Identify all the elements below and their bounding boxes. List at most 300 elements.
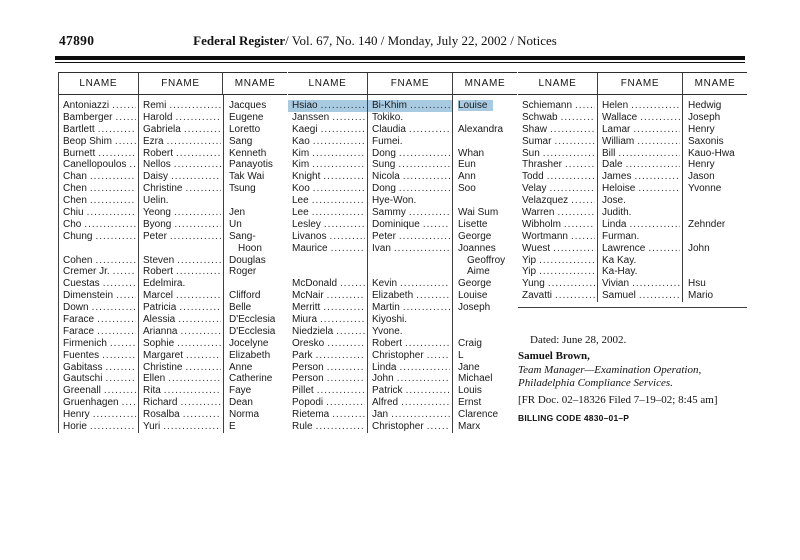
mname-cell: Zehnder bbox=[688, 218, 726, 230]
dot-leader bbox=[103, 278, 136, 290]
fname-cell-text: Kevin bbox=[372, 278, 398, 290]
fname-cell bbox=[368, 219, 452, 231]
fname-cell bbox=[139, 159, 223, 171]
lname-cell-text: Antoniazzi bbox=[63, 100, 110, 111]
lname-cell bbox=[518, 195, 597, 207]
column-header-lname: LNAME bbox=[288, 73, 368, 94]
lname-cell-text: Thrasher bbox=[522, 159, 563, 171]
dot-leader bbox=[84, 219, 136, 231]
dot-leader bbox=[170, 231, 221, 243]
lname-cell bbox=[518, 266, 597, 278]
lname-cell bbox=[518, 148, 597, 160]
lname-cell bbox=[288, 195, 367, 207]
mname-cell: Sang- bbox=[229, 230, 256, 242]
dot-leader bbox=[176, 148, 221, 160]
fname-cell-text: Alfred bbox=[372, 397, 399, 409]
fname-cell-text: Helen bbox=[602, 100, 629, 111]
dot-leader bbox=[97, 326, 136, 338]
lname-cell-text: Koo bbox=[292, 183, 310, 195]
lname-cell-text: Kaegi bbox=[292, 123, 318, 135]
mname-cell: Mario bbox=[688, 290, 714, 302]
mname-cell: Belle bbox=[229, 302, 252, 314]
dot-leader bbox=[313, 183, 365, 195]
lname-cell bbox=[518, 124, 597, 136]
mname-cell: Faye bbox=[229, 385, 252, 397]
lname-cell bbox=[518, 243, 597, 255]
lname-cell bbox=[288, 243, 367, 255]
mname-cell bbox=[224, 278, 287, 290]
dot-leader bbox=[632, 278, 680, 290]
lname-cell-text: Warren bbox=[522, 207, 555, 219]
mname-cell: Panayotis bbox=[229, 159, 273, 171]
fname-cell bbox=[368, 385, 452, 397]
dot-leader bbox=[629, 219, 680, 231]
mname-cell: Un bbox=[229, 218, 242, 230]
table-header-row bbox=[518, 72, 747, 95]
mname-cell: Ann bbox=[458, 171, 476, 183]
mname-cell bbox=[683, 231, 747, 243]
dot-leader bbox=[332, 112, 365, 124]
fname-cell-text: Marcel bbox=[143, 290, 174, 302]
fname-cell bbox=[139, 290, 223, 302]
dot-leader bbox=[90, 195, 136, 207]
fname-cell-text: Linda bbox=[372, 361, 397, 373]
lname-cell bbox=[518, 183, 597, 195]
fname-cell bbox=[139, 243, 223, 255]
lname-cell bbox=[288, 159, 367, 171]
lname-cell-text: Niedziela bbox=[292, 325, 334, 337]
lname-cell bbox=[288, 171, 367, 183]
table-column-2 bbox=[598, 95, 683, 302]
fname-cell-text: Martin bbox=[372, 302, 400, 314]
dot-leader bbox=[548, 278, 595, 290]
fname-cell-text: Dong bbox=[372, 183, 396, 195]
lname-cell-text: Velazquez bbox=[522, 195, 569, 207]
fname-cell bbox=[368, 326, 452, 338]
fname-cell-text: Linda bbox=[602, 218, 627, 230]
dot-leader bbox=[327, 362, 365, 374]
mname-cell: Soo bbox=[458, 183, 476, 195]
dot-leader bbox=[637, 136, 680, 148]
fname-cell bbox=[598, 207, 682, 219]
table-header-row bbox=[59, 72, 287, 95]
fname-cell-text: Ellen bbox=[143, 373, 166, 385]
lname-cell-text: Velay bbox=[522, 183, 547, 195]
column-header-mname: MNAME bbox=[694, 78, 736, 89]
fname-cell bbox=[368, 231, 452, 243]
fname-cell-text: John bbox=[372, 373, 394, 385]
dot-leader bbox=[95, 231, 136, 243]
mname-cell: Wai Sum bbox=[458, 207, 499, 219]
fname-cell-text: Sophie bbox=[143, 337, 175, 349]
fname-cell-text: Peter bbox=[143, 230, 167, 242]
dot-leader bbox=[539, 266, 595, 278]
signature-title-line2: Philadelphia Compliance Services. bbox=[518, 377, 673, 389]
fname-cell bbox=[368, 397, 452, 409]
dot-leader bbox=[171, 171, 221, 183]
mname-cell: Clifford bbox=[229, 290, 261, 302]
lname-cell bbox=[288, 385, 367, 397]
mname-cell: Lisette bbox=[458, 218, 488, 230]
dot-leader bbox=[399, 148, 450, 160]
fname-cell bbox=[139, 266, 223, 278]
lname-cell bbox=[59, 302, 138, 314]
fname-cell bbox=[598, 159, 682, 171]
dot-leader bbox=[90, 171, 136, 183]
mname-cell bbox=[683, 266, 747, 278]
journal-name: Federal Register bbox=[193, 33, 286, 48]
mname-cell: L bbox=[458, 349, 464, 361]
lname-cell bbox=[59, 350, 138, 362]
fname-cell bbox=[368, 278, 452, 290]
dot-leader bbox=[324, 219, 365, 231]
fname-cell-text: Daisy bbox=[143, 171, 169, 183]
dot-leader bbox=[174, 219, 221, 231]
lname-cell bbox=[59, 326, 138, 338]
fname-cell bbox=[139, 112, 223, 124]
fname-cell-text: Nicola bbox=[372, 171, 400, 183]
lname-cell-text: Schwab bbox=[522, 111, 558, 123]
lname-cell-text: Chan bbox=[63, 171, 87, 183]
dot-leader bbox=[104, 385, 136, 397]
dot-leader bbox=[174, 207, 221, 219]
fname-cell-text: Gabriela bbox=[143, 123, 181, 135]
names-table-1 bbox=[58, 72, 287, 433]
fname-cell-text: Furman. bbox=[602, 230, 640, 242]
mname-cell: Tak Wai bbox=[229, 171, 265, 183]
dot-leader bbox=[168, 373, 221, 385]
dot-leader bbox=[565, 159, 595, 171]
fname-cell bbox=[368, 159, 452, 171]
fname-cell-text: Steven bbox=[143, 254, 175, 266]
mname-cell: Clarence bbox=[458, 409, 499, 421]
dot-leader bbox=[323, 302, 365, 314]
fname-cell bbox=[368, 362, 452, 374]
lname-cell-text: Bartlett bbox=[63, 123, 95, 135]
mname-cell bbox=[453, 314, 517, 326]
fname-cell-text: Dong bbox=[372, 147, 396, 159]
lname-cell-text: Person bbox=[292, 373, 324, 385]
lname-cell bbox=[288, 409, 367, 421]
dot-leader bbox=[409, 207, 450, 219]
mname-cell: Marx bbox=[458, 421, 481, 433]
dot-leader bbox=[427, 350, 450, 362]
fname-cell bbox=[139, 231, 223, 243]
fname-cell-text: Harold bbox=[143, 111, 173, 123]
lname-cell-text: Todd bbox=[522, 171, 544, 183]
dot-leader bbox=[183, 409, 221, 421]
fname-cell bbox=[598, 112, 682, 124]
fname-cell bbox=[139, 373, 223, 385]
lname-cell-text: Kao bbox=[292, 135, 310, 147]
dot-leader bbox=[320, 314, 365, 326]
fname-cell-text: Alessia bbox=[143, 314, 176, 326]
lname-cell bbox=[288, 278, 367, 290]
mname-cell: Jocelyne bbox=[229, 337, 269, 349]
lname-cell-text: Farace bbox=[63, 325, 95, 337]
dot-leader bbox=[571, 231, 595, 243]
dot-leader bbox=[543, 148, 595, 160]
lname-cell-text: Burnett bbox=[63, 147, 96, 159]
lname-cell-text: Person bbox=[292, 361, 324, 373]
fname-cell bbox=[139, 195, 223, 207]
lname-cell bbox=[288, 219, 367, 231]
dot-leader bbox=[631, 100, 680, 112]
fname-cell bbox=[598, 243, 682, 255]
table-body bbox=[518, 95, 747, 308]
fname-cell-text: Judith. bbox=[602, 207, 632, 219]
mname-cell bbox=[453, 112, 517, 124]
dot-leader bbox=[410, 100, 450, 112]
dot-leader bbox=[176, 290, 221, 302]
column-header-fname: FNAME bbox=[139, 73, 224, 94]
fr-doc-line: [FR Doc. 02–18326 Filed 7–19–02; 8:45 am] bbox=[518, 394, 718, 406]
mname-cell: Hoon bbox=[238, 242, 262, 254]
mname-cell: Roger bbox=[229, 266, 257, 278]
dot-leader bbox=[406, 385, 450, 397]
fname-cell bbox=[368, 373, 452, 385]
mname-cell: Jane bbox=[458, 361, 480, 373]
dot-leader bbox=[571, 195, 595, 207]
dot-leader bbox=[129, 159, 136, 171]
dot-leader bbox=[575, 100, 595, 112]
mname-cell: Yvonne bbox=[688, 183, 722, 195]
mname-cell: Michael bbox=[458, 373, 493, 385]
lname-cell-text: Lee bbox=[292, 207, 309, 219]
lname-cell bbox=[288, 207, 367, 219]
lname-cell-text: McNair bbox=[292, 290, 324, 302]
dot-leader bbox=[405, 338, 450, 350]
dot-leader bbox=[105, 373, 136, 385]
lname-cell bbox=[288, 302, 367, 314]
lname-cell bbox=[59, 159, 138, 171]
lname-cell bbox=[59, 385, 138, 397]
mname-cell: D'Ecclesia bbox=[229, 314, 276, 326]
fname-cell-text: Tokiko. bbox=[372, 111, 404, 123]
fname-cell bbox=[598, 136, 682, 148]
fname-cell bbox=[139, 278, 223, 290]
fname-cell bbox=[368, 171, 452, 183]
dot-leader bbox=[326, 397, 365, 409]
fname-cell-text: Vivian bbox=[602, 278, 630, 290]
fname-cell-text: Samuel bbox=[602, 290, 636, 302]
mname-cell bbox=[224, 195, 287, 207]
dot-leader bbox=[399, 231, 450, 243]
lname-cell-text: Dimenstein bbox=[63, 290, 114, 302]
dot-leader bbox=[90, 183, 136, 195]
dot-leader bbox=[626, 159, 680, 171]
dot-leader bbox=[184, 124, 221, 136]
mname-cell bbox=[453, 195, 517, 207]
fname-cell-text: Yuri bbox=[143, 421, 161, 433]
lname-cell-text: Cho bbox=[63, 218, 82, 230]
dot-leader bbox=[391, 409, 450, 421]
fname-cell-text: Christopher bbox=[372, 421, 424, 433]
lname-cell-text: Popodi bbox=[292, 397, 324, 409]
fname-cell-text: Rita bbox=[143, 385, 161, 397]
fname-cell-text: Hye-Won. bbox=[372, 195, 417, 207]
dot-leader bbox=[323, 171, 365, 183]
lname-cell-text: Zavatti bbox=[522, 290, 553, 302]
fname-cell bbox=[368, 195, 452, 207]
mname-cell: Jacques bbox=[229, 100, 267, 111]
fname-cell bbox=[368, 314, 452, 326]
dot-leader bbox=[564, 219, 595, 231]
table-body bbox=[59, 95, 287, 433]
lname-cell bbox=[59, 362, 138, 374]
lname-cell-text: Oresko bbox=[292, 337, 325, 349]
fname-cell-text: William bbox=[602, 135, 635, 147]
lname-cell bbox=[518, 171, 597, 183]
fname-cell bbox=[139, 326, 223, 338]
lname-cell-text: Gabitass bbox=[63, 361, 103, 373]
lname-cell bbox=[518, 219, 597, 231]
table-column-1 bbox=[288, 95, 368, 433]
dot-leader bbox=[177, 338, 221, 350]
lname-cell-text: Shaw bbox=[522, 123, 548, 135]
lname-cell bbox=[518, 159, 597, 171]
lname-cell bbox=[59, 266, 138, 278]
fname-cell bbox=[598, 219, 682, 231]
lname-cell bbox=[288, 266, 367, 278]
dot-leader bbox=[316, 350, 365, 362]
fname-cell bbox=[139, 148, 223, 160]
fname-cell-text: Christopher bbox=[372, 349, 424, 361]
mname-cell: Henry bbox=[688, 123, 715, 135]
dot-leader bbox=[174, 159, 221, 171]
fname-cell bbox=[139, 183, 223, 195]
fname-cell-text: Christine bbox=[143, 183, 183, 195]
mname-cell: Alexandra bbox=[458, 123, 504, 135]
dot-leader bbox=[321, 100, 365, 112]
dot-leader bbox=[332, 409, 365, 421]
lname-cell-text: Park bbox=[292, 349, 313, 361]
fname-cell-text: Lawrence bbox=[602, 242, 646, 254]
fname-cell-text: Robert bbox=[143, 266, 174, 278]
fname-cell-text: Kiyoshi. bbox=[372, 314, 408, 326]
dot-leader bbox=[112, 100, 136, 112]
dot-leader bbox=[618, 148, 680, 160]
lname-cell bbox=[59, 171, 138, 183]
column-header-lname: LNAME bbox=[59, 73, 139, 94]
column-header-fname: FNAME bbox=[598, 73, 683, 94]
table-column-2 bbox=[139, 95, 224, 433]
mname-cell: Craig bbox=[458, 337, 482, 349]
lname-cell-text: Wortmann bbox=[522, 230, 568, 242]
lname-cell bbox=[288, 326, 367, 338]
dot-leader bbox=[312, 195, 365, 207]
dot-leader bbox=[116, 290, 136, 302]
dot-leader bbox=[403, 302, 450, 314]
mname-cell: George bbox=[458, 278, 492, 290]
dot-leader bbox=[336, 326, 365, 338]
lname-cell bbox=[288, 148, 367, 160]
dot-leader bbox=[327, 290, 365, 302]
table-column-1 bbox=[518, 95, 598, 302]
fname-cell bbox=[139, 171, 223, 183]
dot-leader bbox=[115, 112, 136, 124]
lname-cell-text: Fuentes bbox=[63, 349, 100, 361]
dot-leader bbox=[185, 362, 221, 374]
dot-leader bbox=[316, 421, 365, 433]
lname-cell-text: Chiu bbox=[63, 207, 84, 219]
column-header-fname: FNAME bbox=[368, 73, 453, 94]
fname-cell bbox=[368, 409, 452, 421]
lname-cell bbox=[59, 195, 138, 207]
notice-footer bbox=[518, 334, 754, 423]
lname-cell-text: Schiemann bbox=[522, 100, 573, 111]
fname-cell-text: Byong bbox=[143, 218, 172, 230]
mname-cell: Jen bbox=[229, 207, 246, 219]
fname-cell-text: Ka Kay. bbox=[602, 254, 637, 266]
mname-cell: Kenneth bbox=[229, 147, 267, 159]
lname-cell-text: Firmenich bbox=[63, 337, 107, 349]
dot-leader bbox=[638, 183, 680, 195]
lname-cell-text: Gruenhagen bbox=[63, 397, 119, 409]
mname-cell: Hsu bbox=[688, 278, 706, 290]
dot-leader bbox=[95, 255, 136, 267]
fname-cell-text: Bi-Khim bbox=[372, 100, 408, 111]
mname-cell: Joannes bbox=[458, 242, 496, 254]
lname-cell bbox=[59, 124, 138, 136]
dot-leader bbox=[550, 124, 595, 136]
fname-cell-text: Fumei. bbox=[372, 135, 403, 147]
dot-leader bbox=[90, 421, 136, 433]
dot-leader bbox=[327, 373, 365, 385]
dot-leader bbox=[176, 266, 221, 278]
fname-cell-text: Richard bbox=[143, 397, 178, 409]
header-rule bbox=[55, 56, 745, 63]
mname-cell bbox=[453, 326, 517, 338]
lname-cell bbox=[518, 278, 597, 290]
fname-cell bbox=[368, 136, 452, 148]
dot-leader bbox=[416, 290, 450, 302]
lname-cell-text: Lee bbox=[292, 195, 309, 207]
lname-cell-text: Gautschi bbox=[63, 373, 103, 385]
dot-leader bbox=[557, 207, 595, 219]
fname-cell-text: Robert bbox=[143, 147, 174, 159]
lname-cell bbox=[59, 314, 138, 326]
lname-cell bbox=[59, 219, 138, 231]
fname-cell bbox=[139, 362, 223, 374]
lname-cell-text: Henry bbox=[63, 409, 90, 421]
table-column-3 bbox=[224, 95, 287, 433]
table-header-row bbox=[288, 72, 517, 95]
mname-cell: Eugene bbox=[229, 111, 264, 123]
dot-leader bbox=[312, 207, 365, 219]
fname-cell-text: Remi bbox=[143, 100, 167, 111]
dot-leader bbox=[539, 255, 595, 267]
mname-cell bbox=[683, 195, 747, 207]
dot-leader bbox=[178, 314, 221, 326]
mname-cell bbox=[683, 255, 747, 267]
lname-cell bbox=[59, 112, 138, 124]
mname-cell: Norma bbox=[229, 409, 260, 421]
dot-leader bbox=[634, 171, 680, 183]
lname-cell-text: Maurice bbox=[292, 242, 328, 254]
mname-cell: D'Ecclesia bbox=[229, 325, 276, 337]
lname-cell-text: Kim bbox=[292, 159, 310, 171]
dot-leader bbox=[110, 338, 136, 350]
mname-cell: Douglas bbox=[229, 254, 266, 266]
fname-cell-text: Patrick bbox=[372, 385, 403, 397]
fname-cell bbox=[598, 195, 682, 207]
lname-cell bbox=[288, 373, 367, 385]
mname-cell: Joseph bbox=[688, 111, 721, 123]
lname-cell bbox=[59, 373, 138, 385]
dot-leader bbox=[399, 183, 450, 195]
dot-leader bbox=[400, 278, 450, 290]
